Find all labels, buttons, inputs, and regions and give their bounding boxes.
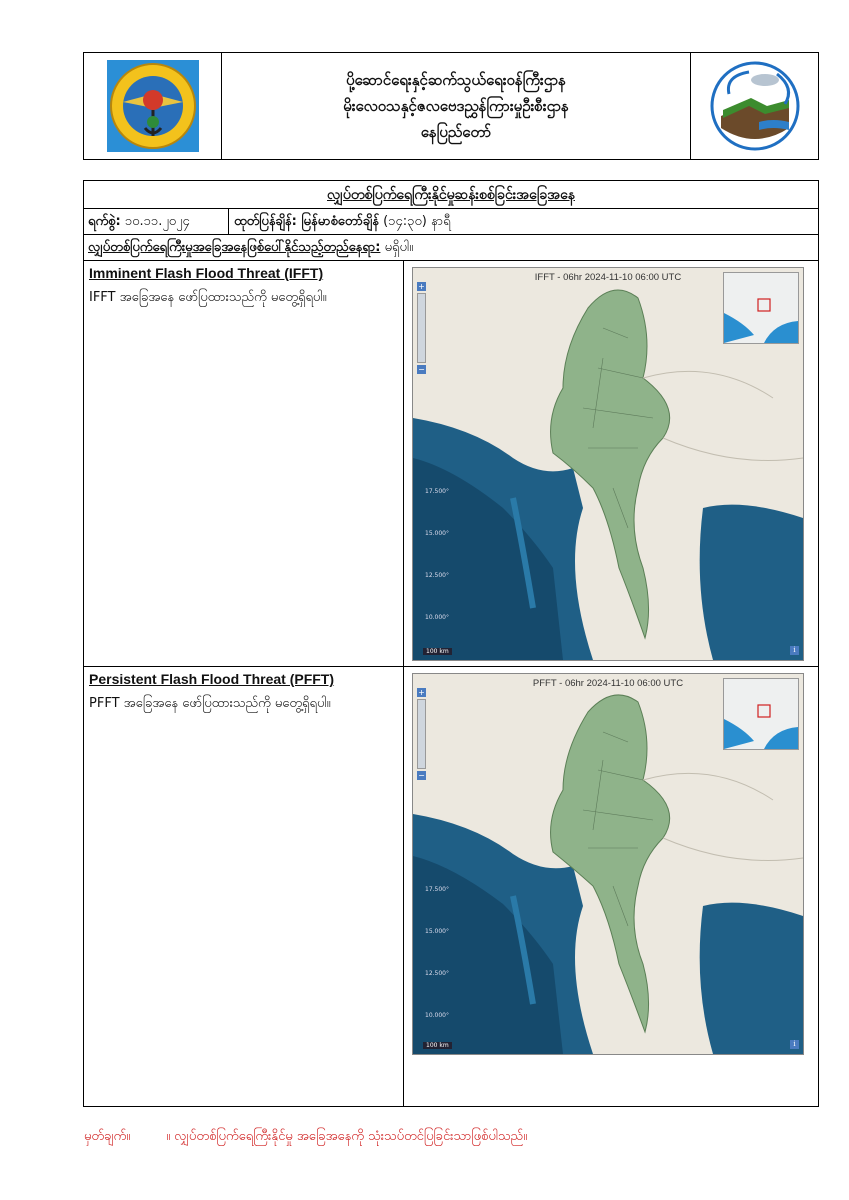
overview-map-graphic [724,679,798,749]
footer-note-label: မှတ်ချက်။ [84,1129,131,1144]
status-value: မရှိပါ။ [384,240,414,255]
date-label: ရက်စွဲ: [88,214,121,229]
ifft-heading: Imminent Flash Flood Threat (IFFT) [89,265,324,281]
ifft-map[interactable] [412,267,804,661]
ministry-name: ပို့ဆောင်ရေးနှင့်ဆက်သွယ်ရေးဝန်ကြီးဌာန [346,71,566,89]
letterhead [83,52,819,160]
zoom-slider[interactable] [417,699,426,769]
map-zoom-control[interactable] [417,282,426,376]
status-row [84,235,818,261]
date-value: ၁၀.၁၁.၂၀၂၄ [124,214,190,229]
pfft-map-title: PFFT - 06hr 2024-11-10 06:00 UTC [532,678,684,689]
pfft-overview-inset[interactable] [723,678,799,750]
pfft-map-cell [404,667,818,1106]
map-zoom-control[interactable] [417,688,426,782]
pfft-map[interactable] [412,673,804,1055]
pfft-heading: Persistent Flash Flood Threat (PFFT) [89,671,335,687]
status-label: လျှပ်တစ်ပြက်ရေကြီးမှုအခြေအနေဖြစ်ပေါ်နိုင်သည့်တည်နေရာ: [88,240,381,255]
map-info-button[interactable]: i [790,1040,799,1049]
bulletin-table [83,180,819,1107]
zoom-slider[interactable] [417,293,426,363]
issue-time-value: (၁၄:၃၀) နာရီ [383,214,451,229]
map-info-button[interactable]: i [790,646,799,655]
ifft-text-cell [84,261,404,666]
footer-note-text: ။ လျှပ်တစ်ပြက်ရေကြီးနိုင်မှု အခြေအနေကို သုံးသပ်တင်ပြခြင်းသာဖြစ်ပါသည်။ [166,1129,528,1144]
ministry-logo-cell [84,53,222,159]
zoom-out-button[interactable]: − [418,771,425,780]
pfft-text-cell [84,667,404,1106]
lat-label: 15.000° [425,928,449,935]
footer-note [84,1128,527,1147]
city-name: နေပြည်တော် [420,123,492,141]
bulletin-title: လျှပ်တစ်ပြက်ရေကြီးနိုင်မှုဆန်းစစ်ခြင်းအခြေအနေ [84,181,818,209]
lat-label: 10.000° [425,1012,449,1019]
hydrological-cycle-logo [709,60,801,152]
issue-time-cell [229,209,818,234]
hydro-logo-cell [690,53,818,159]
lat-label: 10.000° [425,614,449,621]
issue-time-label: ထုတ်ပြန်ချိန်: မြန်မာစံတော်ချိန် [234,214,379,229]
ifft-description: IFFT အခြေအနေ ဖော်ပြထားသည်ကို မတွေ့ရှိရပါ။ [89,290,327,305]
ifft-overview-inset[interactable] [723,272,799,344]
meta-row [84,209,818,235]
map-scale-bar: 100 km [423,648,452,655]
lat-label: 12.500° [425,572,449,579]
zoom-in-button[interactable]: + [418,688,425,697]
map-scale-bar: 100 km [423,1042,452,1049]
ifft-section [84,261,818,667]
lat-label: 15.000° [425,530,449,537]
department-name: မိုးလေဝသနှင့်ဇလဗေဒညွှန်ကြားမှုဦးစီးဌာန [343,97,569,115]
pfft-section [84,667,818,1106]
zoom-out-button[interactable]: − [418,365,425,374]
letterhead-titles [222,53,690,159]
ifft-map-cell [404,261,818,666]
ministry-emblem-logo [105,58,201,154]
pfft-description: PFFT အခြေအနေ ဖော်ပြထားသည်ကို မတွေ့ရှိရပါ။ [89,696,331,711]
ifft-map-title: IFFT - 06hr 2024-11-10 06:00 UTC [534,272,682,283]
lat-label: 17.500° [425,488,449,495]
overview-map-graphic [724,273,798,343]
zoom-in-button[interactable]: + [418,282,425,291]
lat-label: 17.500° [425,886,449,893]
lat-label: 12.500° [425,970,449,977]
date-cell [84,209,229,234]
